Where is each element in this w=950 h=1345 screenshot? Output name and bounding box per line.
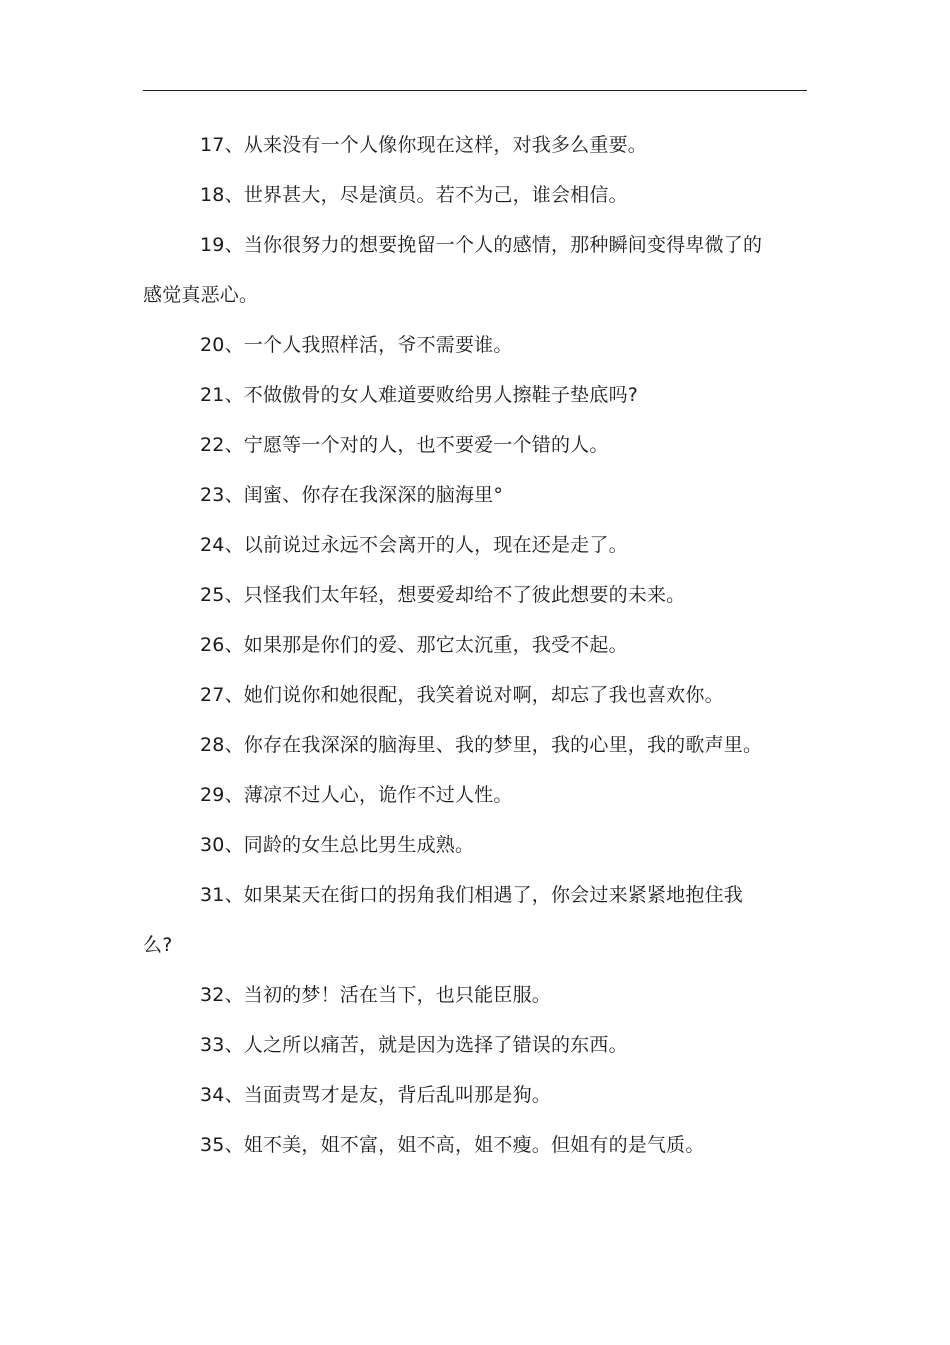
header-rule [143,90,807,91]
list-item: 35、姐不美，姐不富，姐不高，姐不瘦。但姐有的是气质。 [200,1134,705,1156]
list-item: 18、世界甚大，尽是演员。若不为己，谁会相信。 [200,184,628,206]
list-item: 23、闺蜜、你存在我深深的脑海里° [200,484,504,506]
list-item: 17、从来没有一个人像你现在这样，对我多么重要。 [200,134,647,156]
list-item: 22、宁愿等一个对的人，也不要爱一个错的人。 [200,434,609,456]
list-item: 24、以前说过永远不会离开的人，现在还是走了。 [200,534,628,556]
list-item: 29、薄凉不过人心，诡作不过人性。 [200,784,513,806]
list-item: 30、同龄的女生总比男生成熟。 [200,834,475,856]
list-item: 27、她们说你和她很配，我笑着说对啊，却忘了我也喜欢你。 [200,684,724,706]
quote-list [143,120,771,1170]
list-item: 20、一个人我照样活，爷不需要谁。 [200,334,513,356]
list-item: 34、当面责骂才是友，背后乱叫那是狗。 [200,1084,551,1106]
list-item: 28、你存在我深深的脑海里、我的梦里，我的心里，我的歌声里。 [200,734,763,756]
list-item: 32、当初的梦！活在当下，也只能臣服。 [200,984,551,1006]
list-item: 26、如果那是你们的爱、那它太沉重，我受不起。 [200,634,628,656]
list-item: 25、只怪我们太年轻，想要爱却给不了彼此想要的未来。 [200,584,686,606]
list-item: 31、如果某天在街口的拐角我们相遇了，你会过来紧紧地抱住我么? [143,884,743,956]
list-item: 33、人之所以痛苦，就是因为选择了错误的东西。 [200,1034,628,1056]
list-item: 19、当你很努力的想要挽留一个人的感情，那种瞬间变得卑微了的感觉真恶心。 [143,234,763,306]
list-item: 21、不做傲骨的女人难道要败给男人擦鞋子垫底吗? [200,384,639,406]
